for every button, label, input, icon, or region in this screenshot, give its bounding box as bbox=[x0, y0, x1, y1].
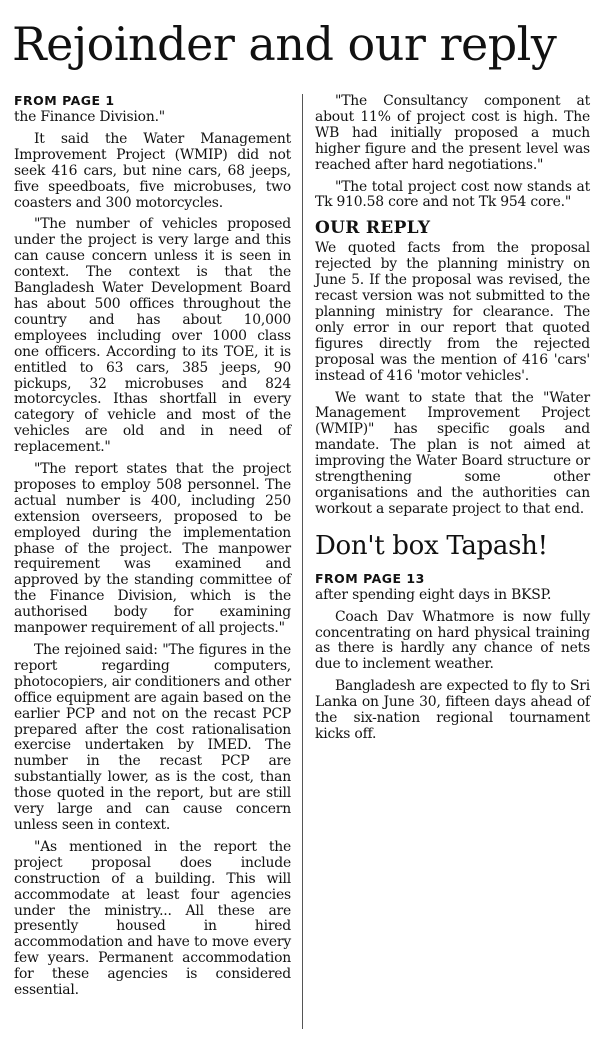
article-paragraph: "The report states that the project proposes to employ 508 personnel. The actual number is 400, including 250 extension overseers, proposed to be employed during the implementation phase of the project. The manpower requirement was examined and approved by the standing committee of the Finance Division, which is the authorised body for examining manpower requirement of all projects." bbox=[14, 461, 291, 637]
second-article-paragraph: Bangladesh are expected to fly to Sri Lanka on June 30, fifteen days ahead of the six-nation regional tournament kicks off. bbox=[315, 678, 590, 742]
second-article-headline: Don't box Tapash! bbox=[315, 530, 548, 561]
article-headline: Rejoinder and our reply bbox=[12, 17, 557, 71]
column-right bbox=[315, 94, 590, 749]
article-paragraph: "As mentioned in the report the project proposal does include construction of a building. This will accommodate at least four agencies under the ministry... All these are presently housed in hired accommodation and have to move every few years. Permanent accommodation for these agencies is considered essential. bbox=[14, 838, 291, 999]
article-paragraph: "The Consultancy component at about 11% of project cost is high. The WB had initially proposed a much higher figure and the present level was reached after hard negotiations." bbox=[315, 93, 590, 173]
article-paragraph: "The total project cost now stands at Tk 910.58 core and not Tk 954 core." bbox=[315, 178, 590, 211]
column-left bbox=[14, 92, 291, 1005]
continuation-kicker: FROM PAGE 1 bbox=[14, 93, 115, 108]
article-paragraph: the Finance Division." bbox=[14, 109, 165, 125]
second-continuation-kicker: FROM PAGE 13 bbox=[315, 570, 425, 586]
article-paragraph: It said the Water Management Improvement Project (WMIP) did not seek 416 cars, but nine cars, 68 jeeps, five speedboats, five microbuses, two coasters and 300 motorcycles. bbox=[14, 130, 291, 211]
reply-paragraph: We quoted facts from the proposal rejected by the planning ministry on June 5. If the proposal was revised, the recast version was not submitted to the planning ministry for clearance. The only error in our report that quoted figures directly from the rejected proposal was the mention of 416 'cars' instead of 416 'motor vehicles'. bbox=[315, 240, 590, 384]
reply-paragraph: We want to state that the "Water Management Improvement Project (WMIP)" has specific goals and mandate. The plan is not aimed at improving the Water Board structure or strengthening some other organisations and the authorities can workout a separate project to that end. bbox=[315, 389, 590, 517]
second-article-paragraph: Coach Dav Whatmore is now fully concentrating on hard physical training as there is hardly any chance of nets due to inclement weather. bbox=[315, 608, 590, 673]
article-paragraph: The rejoined said: "The figures in the report regarding computers, photocopiers, air conditioners and other office equipment are again based on the earlier PCP and not on the recast PCP prepared after the cost rationalisation exercise undertaken by IMED. The number in the recast PCP are substantially lower, as is the cost, than those quoted in the report, but are still very large and can cause concern unless seen in context. bbox=[14, 642, 291, 833]
column-divider bbox=[302, 94, 303, 1029]
article-paragraph: "The number of vehicles proposed under the project is very large and this can cause concern unless it is seen in context. The context is that the Bangladesh Water Development Board has about 500 offices throughout the country and has about 10,000 employees including over 1000 class one officers. According to its TOE, it is entitled to 63 cars, 385 jeeps, 90 pickups, 32 microbuses and 824 motorcycles. Ithas shortfall in every category of vehicle and most of the vehicles are old and in need of replacement." bbox=[14, 216, 291, 456]
second-article-paragraph: after spending eight days in BKSP. bbox=[315, 586, 552, 603]
our-reply-heading: OUR REPLY bbox=[315, 218, 431, 239]
